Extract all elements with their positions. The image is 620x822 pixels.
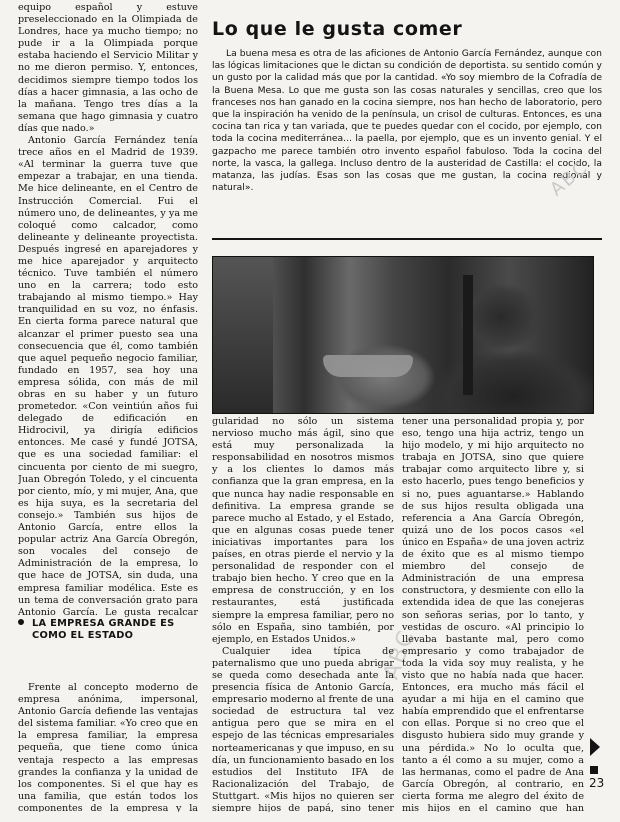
- photo-background-shape: [213, 257, 273, 413]
- paragraph: Antonio García Fernández tenía trece años en el Madrid de 1939. «Al terminar la guerra tuve que empezar a trabajar, en una tienda. Me hice delineante, en el Centro de Instrucción Comercial. Fui el número uno, de delineantes, y ya me coloqué como calcador, como delineante y delineante proyectista. Después ingresé en aparejadores y me hice aparejador y arquitecto técnico. Tuve también el número uno en la carrera; todo esto trabajando al mismo tiempo.» Hay tranquilidad en su voz, no énfasis. En cierta forma parece natural que alcanzar el primer puesto sea una consecuencia que él, como también que aquel pequeño negocio familiar, fundado en 1957, sea hoy una empresa sólida, con más de mil obras en su haber y un futuro prometedor. «Con veintiún años fui delegado de edificación en Hidrocivil, ya dirigía edificios entonces. Me casé y fundé JOTSA, que es una sociedad familiar: el cincuenta por ciento de mi suegro, Juan Obregón Toledo, y el cincuenta por ciento, mío, y mi mujer, Ana, que es hija suya, es la secretaria del consejo.» También sus hijos de Antonio García, entre ellos la popular actriz Ana García Obregón, son vocales del consejo de Administración de la empresa, lo que hace de JOTSA, sin duda, una empresa familiar modélica. Este es un tema de conversación grato para Antonio García. Le gusta recalcar: [18, 135, 198, 617]
- paragraph: La buena mesa es otra de las aficiones de Antonio García Fernández, aunque con las lógicas limitaciones que le dictan su condición de deportista. su sentido común y un gusto por la calidad más que por la cantidad. «Yo soy miembro de la Cofradía de la Buena Mesa. Lo que me gusta son las cosas naturales y sencillas, creo que los franceses nos han ganado en la cocina siempre, nos han hecho de laboratorio, pero que la inspiración ha venido de la península, un crisol de culturas. Entonces, es una cocina tan rica y tan variada, que te puedes quedar con el cocido, por ejemplo, con toda la cocina mediterránea... la paella, por ejemplo, que es un invento genial. Y el gazpacho me parece también otro invento español fabuloso. Toda la cocina del norte, la vasca, la gallega. Incluso dentro de la austeridad de Castilla: el cocido, la matanza, las judías. Esas son las cosas que me gustan, la cocina regional y natural».: [212, 48, 602, 194]
- paragraph: tener una personalidad propia y, por eso, tengo una hija actriz, tengo un hijo modelo, y mi hijo arquitecto no trabaja en JOTSA, sino que quiere trabajar como arquitecto libre y, si esto hacerlo, pues tengo beneficios y si no, pues aguantarse.» Hablando de sus hijos resulta obligada una referencia a Ana García Obregón, quizá uno de los pocos casos «el único en España» de una joven actriz de éxito que es al mismo tiempo miembro del consejo de Administración de una empresa constructora, y desmiente con ello la extendida idea de que las conejeras son señoras serias, por lo tanto, y vestidas de oscuro. «Al principio lo llevaba bastante mal, pero como empresario y como trabajador de toda la vida soy muy realista, y he visto que no había nada que hacer. Entonces, era mucho más fácil el ayudar a mi hija en el camino que había emprendido que el enfrentarse con ellas. Porque si no creo que el disgusto hubiera sido muy grande y una pérdida.» No lo oculta que, tanto a él como a su mujer, como a las hermanas, como el padre de Ana García Obregón, al contrario, en cierta forma me alegro del éxito de mis hijos en el camino que han: [402, 416, 584, 812]
- photograph: [212, 256, 594, 414]
- photo-object-shape: [463, 275, 473, 395]
- photo-highlight-shape: [323, 355, 413, 377]
- subheading-line-2: COMO EL ESTADO: [32, 630, 134, 641]
- sidebar-headline: Lo que le gusta comer: [212, 18, 463, 40]
- bullet-icon: [18, 619, 24, 625]
- right-column-text: [402, 416, 584, 812]
- sidebar-intro-text: [212, 48, 602, 230]
- watermark: ABC: [546, 156, 593, 201]
- subheading-line-1: LA EMPRESA GRANDE ES: [32, 618, 175, 629]
- paragraph: Cualquier idea típica de paternalismo que uno pueda abrigar se queda como desechada ante la presencia física de Antonio García, empresario moderno al frente de una sociedad de estructura tal vez antigua pero que se mira en el espejo de las técnicas empresariales norteamericanas y que impuso, en su día, un funcionamiento basado en los estudios del Instituto IFA de Racionalización del Trabajo, de Stuttgart. «Mis hijos no quieren ser siempre hijos de papá, sino tener: [212, 645, 394, 812]
- paragraph: Frente al concepto moderno de empresa anónima, impersonal, Antonio García defiende las ventajas del sistema familiar. «Yo creo que en la empresa familiar, la empresa pequeña, que tiene como única ventaja respecto a las empresas grandes la confianza y la unidad de los componentes. Si el que hay es una familia, que están todos los componentes de la empresa y la: [18, 682, 198, 812]
- watermark: ABC: [379, 626, 421, 683]
- left-column-lower-text: [18, 682, 198, 812]
- divider-rule: [212, 238, 602, 240]
- middle-column-text: [212, 416, 394, 812]
- section-subheading: [18, 618, 198, 642]
- continue-arrow-icon: [590, 738, 600, 756]
- paragraph: gularidad no sólo un sistema nervioso mucho más ágil, sino que está muy personalizada la responsabilidad en nosotros mismos y a los clientes lo damos más confianza que la gran empresa, en la que nunca hay nadie responsable en definitiva. La empresa grande se parece mucho al Estado, y el Estado, que en algunas cosas puede tener iniciativas importantes para los países, en otras pierde el nervio y la personalidad de responder con el trabajo bien hecho. Y creo que en la empresa de construcción, y en los restaurantes, está justificada siempre la empresa familiar, pero no sólo en España, sino también, por ejemplo, en Estados Unidos.»: [212, 416, 394, 645]
- page-number: 23: [589, 776, 605, 790]
- paragraph: equipo español y estuve preseleccionado en la Olimpiada de Londres, hace ya mucho tiempo; no pude ir a la Olimpiada porque estaba haciendo el Servicio Militar y no me dieron permiso. Y, entonces, decidimos siempre tiempo todos los días a hacer gimnasia, a las ocho de la mañana. Tengo tres días a la semana que hago gimnasia y cuatro días que nado.»: [18, 2, 198, 134]
- end-mark-icon: [590, 766, 598, 774]
- left-column-text: [18, 2, 198, 617]
